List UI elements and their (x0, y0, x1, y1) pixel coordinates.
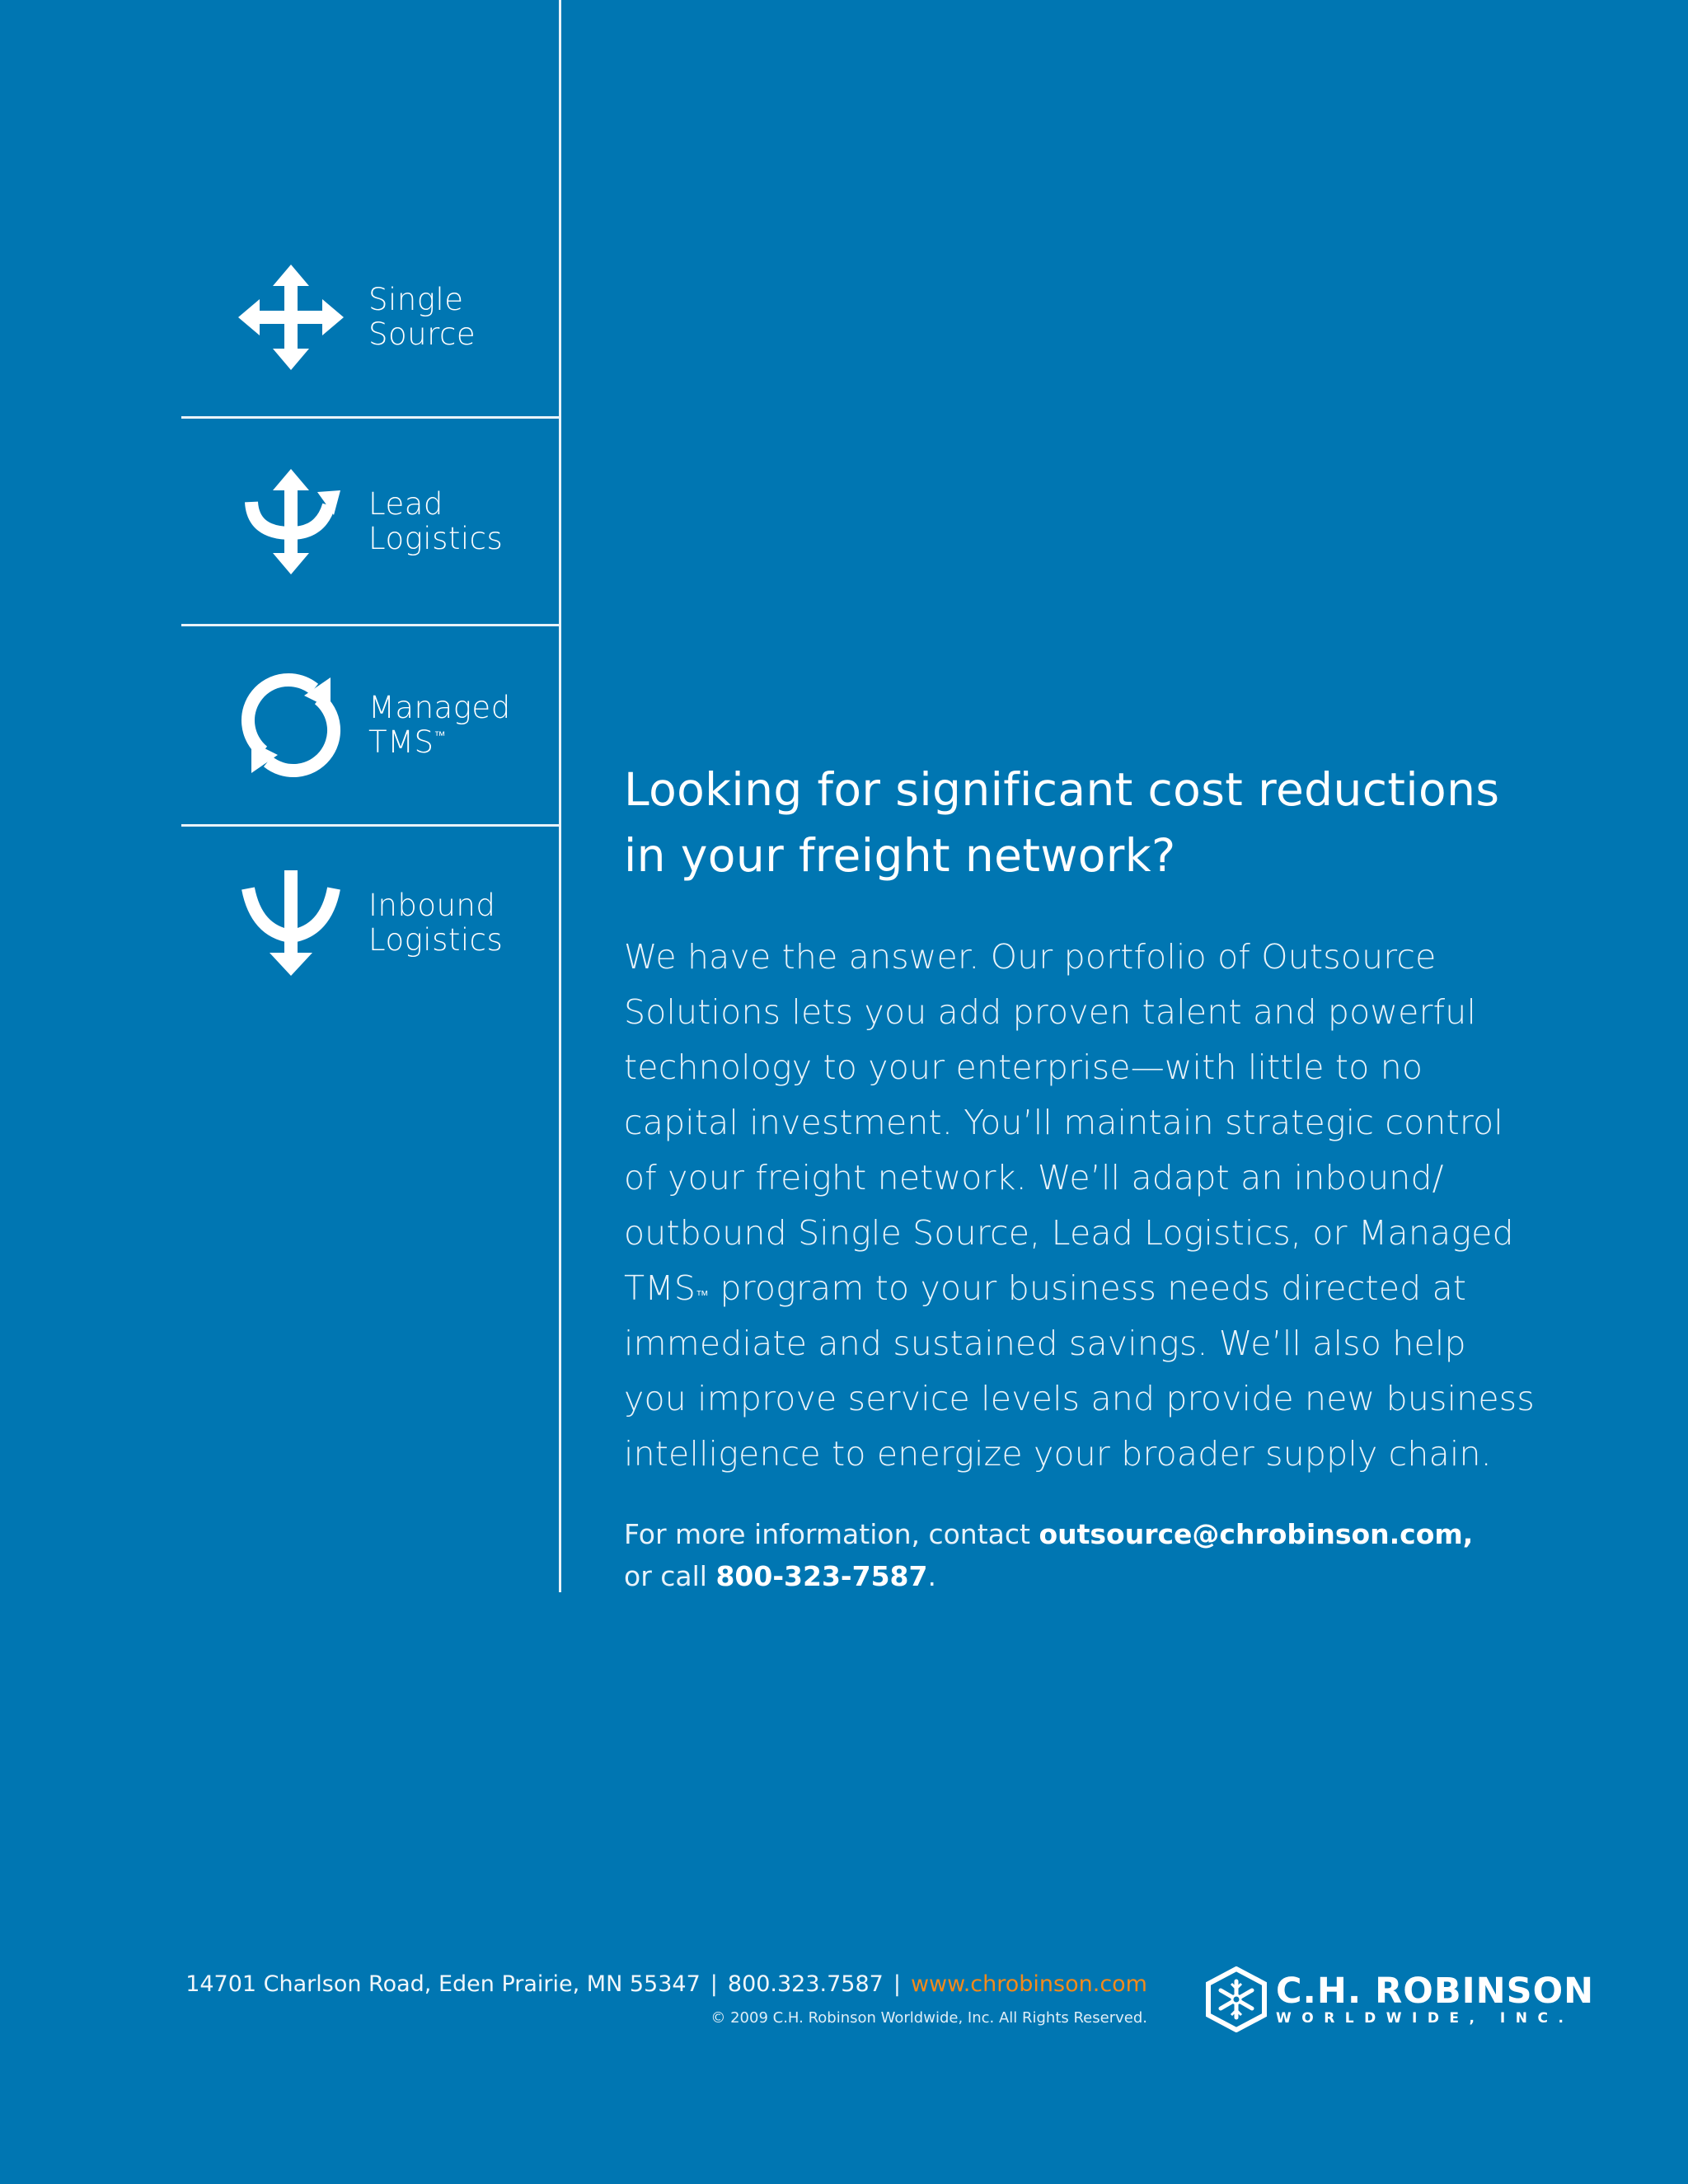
contact-prefix: For more information, contact (624, 1518, 1039, 1550)
contact-line (624, 1513, 1547, 1555)
headline-line: Looking for significant cost reductions (624, 763, 1500, 816)
service-label (368, 888, 503, 958)
four-way-arrows-icon (231, 260, 350, 375)
service-managed-tms (231, 668, 511, 783)
body-line: you improve service levels and provide new business (624, 1379, 1535, 1418)
contact-info (624, 1513, 1547, 1597)
service-lead-logistics (231, 464, 503, 579)
logo-name: C.H. ROBINSON (1276, 1971, 1595, 2012)
service-inbound-logistics (231, 865, 503, 981)
contact-call-prefix: or call (624, 1560, 716, 1592)
service-label-line: Lead (368, 486, 443, 522)
footer-address-line (185, 1968, 1147, 2001)
cycle-arrows-icon (231, 668, 350, 783)
contact-line (624, 1555, 1547, 1597)
body-line: outbound Single Source, Lead Logistics, or Managed (624, 1213, 1514, 1253)
footer-address: 14701 Charlson Road, Eden Prairie, MN 55347 (185, 1971, 701, 1997)
hexagon-snowflake-logo-icon (1205, 1966, 1268, 2032)
body-paragraph (624, 930, 1547, 1482)
logo-subtitle: WORLDWIDE, INC. (1276, 2010, 1574, 2027)
horizontal-divider (181, 624, 560, 626)
merging-arrows-icon (231, 865, 350, 981)
contact-phone[interactable]: 800-323-7587 (715, 1560, 928, 1592)
service-single-source (231, 260, 476, 375)
service-label (368, 487, 503, 556)
contact-suffix: . (927, 1560, 936, 1592)
trademark-mark: ™ (434, 729, 447, 743)
horizontal-divider (181, 416, 560, 419)
copyright: © 2009 C.H. Robinson Worldwide, Inc. All Rights Reserved. (710, 2009, 1147, 2027)
branching-arrows-icon (231, 464, 350, 579)
service-label (368, 283, 476, 352)
footer-website-link[interactable]: www.chrobinson.com (910, 1971, 1147, 1997)
body-text: TMS (624, 1268, 696, 1308)
body-line (624, 1261, 1547, 1316)
trademark-mark: ™ (696, 1287, 710, 1303)
body-line: capital investment. You’ll maintain strategic control (624, 1103, 1503, 1142)
service-label-line: Managed (368, 690, 511, 725)
service-label-line: Logistics (368, 521, 504, 556)
service-label-line: Single (368, 282, 464, 317)
body-line: technology to your enterprise—with little to no (624, 1047, 1423, 1087)
service-label-line: Inbound (368, 888, 496, 923)
logo-wordmark (1276, 1972, 1594, 2027)
footer-phone: 800.323.7587 (727, 1971, 884, 1997)
horizontal-divider (181, 824, 560, 827)
body-line: immediate and sustained savings. We’ll also help (624, 1324, 1466, 1363)
service-label-line: Logistics (368, 922, 504, 958)
body-line: of your freight network. We’ll adapt an inbound/ (624, 1158, 1444, 1197)
contact-email-link[interactable]: outsource@chrobinson.com, (1039, 1518, 1474, 1550)
headline-line: in your freight network? (624, 829, 1176, 882)
service-label (368, 691, 511, 760)
footer-separator: | (710, 1971, 718, 1997)
footer-separator: | (893, 1971, 901, 1997)
ch-robinson-logo (1205, 1966, 1594, 2032)
body-text: program to your business needs directed at (709, 1268, 1467, 1308)
service-label-line: Source (368, 316, 476, 352)
body-line: Solutions lets you add proven talent and powerful (624, 992, 1477, 1032)
service-label-line (368, 725, 511, 760)
vertical-divider (559, 0, 561, 1592)
headline (624, 757, 1597, 888)
service-label-text: TMS (368, 724, 434, 760)
body-line: intelligence to energize your broader supply chain. (624, 1434, 1492, 1474)
body-line: We have the answer. Our portfolio of Outsource (624, 937, 1437, 977)
